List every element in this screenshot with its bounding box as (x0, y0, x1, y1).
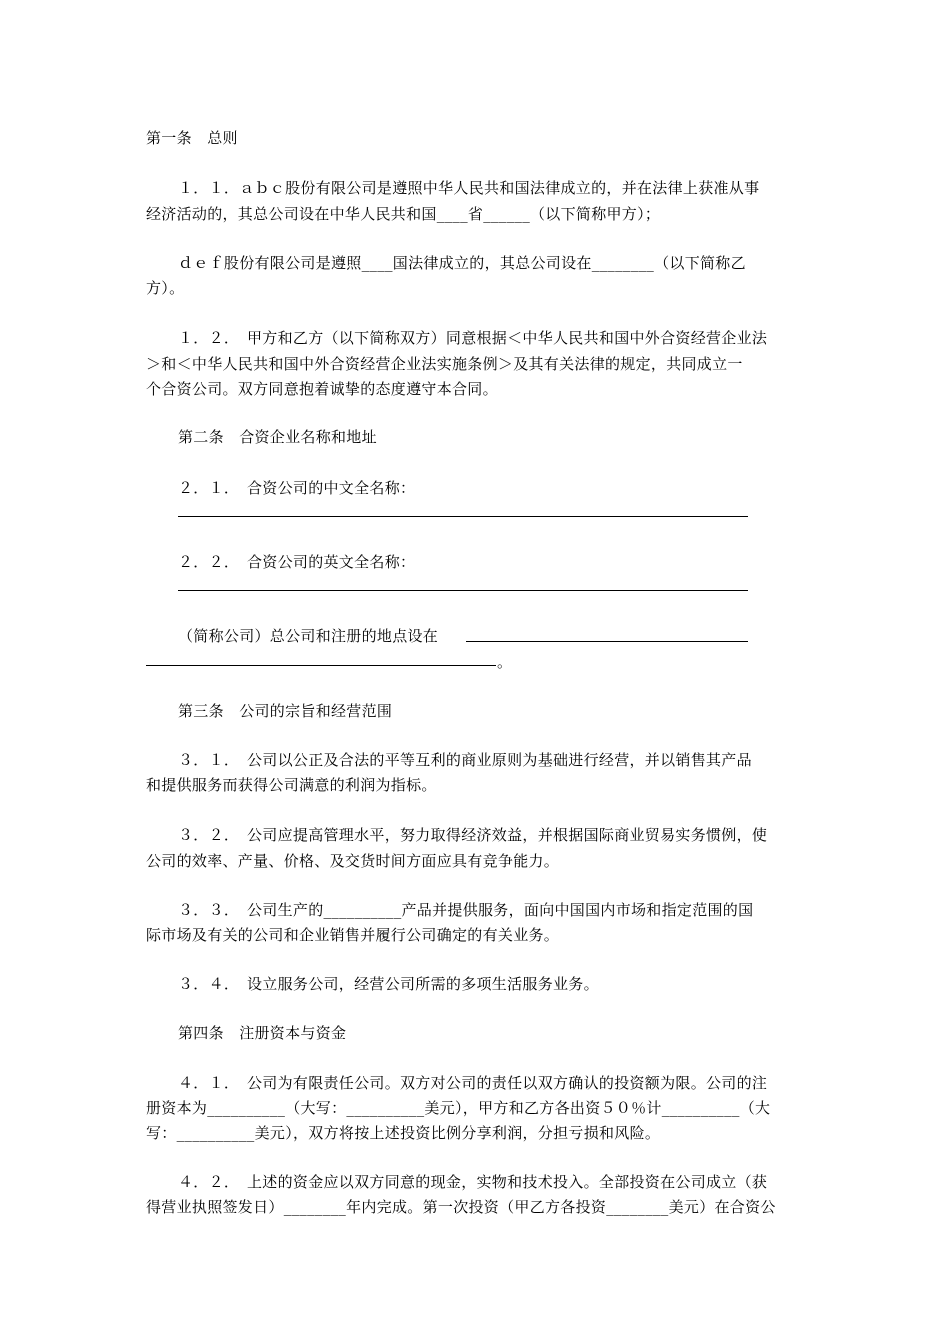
clause-def-line-2: 方）。 (146, 279, 185, 297)
clause-4-2-line-1: ４．２． 上述的资金应以双方同意的现金，实物和技术投入。全部投资在公司成立（获 (178, 1173, 768, 1191)
clause-3-4: ３．４． 设立服务公司，经营公司所需的多项生活服务业务。 (178, 975, 599, 993)
article-1-heading: 第一条 总则 (146, 129, 238, 147)
clause-4-1-line-3: 写：__________美元），双方将按上述投资比例分享利润，分担亏损和风险。 (146, 1124, 661, 1142)
clause-4-1-line-2: 册资本为__________（大写：__________美元），甲方和乙方各出资５０％计__________（大 (146, 1099, 771, 1117)
clause-1-2-line-3: 个合资公司。双方同意抱着诚挚的态度遵守本合同。 (146, 380, 498, 398)
clause-2-3-end: 。 (497, 653, 513, 671)
chinese-name-blank-line (178, 516, 748, 517)
clause-2-2: ２．２． 合资公司的英文全名称： (178, 553, 416, 571)
clause-4-1-line-1: ４．１． 公司为有限责任公司。双方对公司的责任以双方确认的投资额为限。公司的注 (178, 1074, 768, 1092)
clause-3-2-line-2: 公司的效率、产量、价格、及交货时间方面应具有竞争能力。 (146, 852, 560, 870)
clause-3-3-line-1: ３．３． 公司生产的__________产品并提供服务，面向中国国内市场和指定范围的国 (178, 901, 754, 919)
article-2-heading: 第二条 合资企业名称和地址 (178, 428, 377, 446)
address-blank-line-2 (146, 665, 496, 666)
clause-def-line-1: ｄｅｆ股份有限公司是遵照____国法律成立的，其总公司设在________（以下简称乙 (178, 254, 746, 272)
address-blank-line-1 (466, 641, 748, 642)
clause-2-3-line-1: （简称公司）总公司和注册的地点设在 (178, 627, 439, 645)
english-name-blank-line (178, 590, 748, 591)
clause-4-2-line-2: 得营业执照签发日）________年内完成。第一次投资（甲乙方各投资________美元）在合资公 (146, 1198, 776, 1216)
clause-1-1-line-2: 经济活动的，其总公司设在中华人民共和国____省______（以下简称甲方）； (146, 205, 661, 223)
article-3-heading: 第三条 公司的宗旨和经营范围 (178, 702, 393, 720)
article-4-heading: 第四条 注册资本与资金 (178, 1024, 347, 1042)
clause-1-2-line-2: ＞和＜中华人民共和国中外合资经营企业法实施条例＞及其有关法律的规定，共同成立一 (146, 355, 743, 373)
clause-3-1-line-2: 和提供服务而获得公司满意的利润为指标。 (146, 776, 437, 794)
clause-3-2-line-1: ３．２． 公司应提高管理水平，努力取得经济效益，并根据国际商业贸易实务惯例，使 (178, 826, 768, 844)
clause-1-1-line-1: １．１．ａｂｃ股份有限公司是遵照中华人民共和国法律成立的，并在法律上获准从事 (178, 179, 760, 197)
clause-3-3-line-2: 际市场及有关的公司和企业销售并履行公司确定的有关业务。 (146, 926, 560, 944)
clause-2-1: ２．１． 合资公司的中文全名称： (178, 479, 416, 497)
clause-3-1-line-1: ３．１． 公司以公正及合法的平等互利的商业原则为基础进行经营，并以销售其产品 (178, 751, 752, 769)
clause-1-2-line-1: １．２． 甲方和乙方（以下简称双方）同意根据＜中华人民共和国中外合资经营企业法 (178, 329, 768, 347)
